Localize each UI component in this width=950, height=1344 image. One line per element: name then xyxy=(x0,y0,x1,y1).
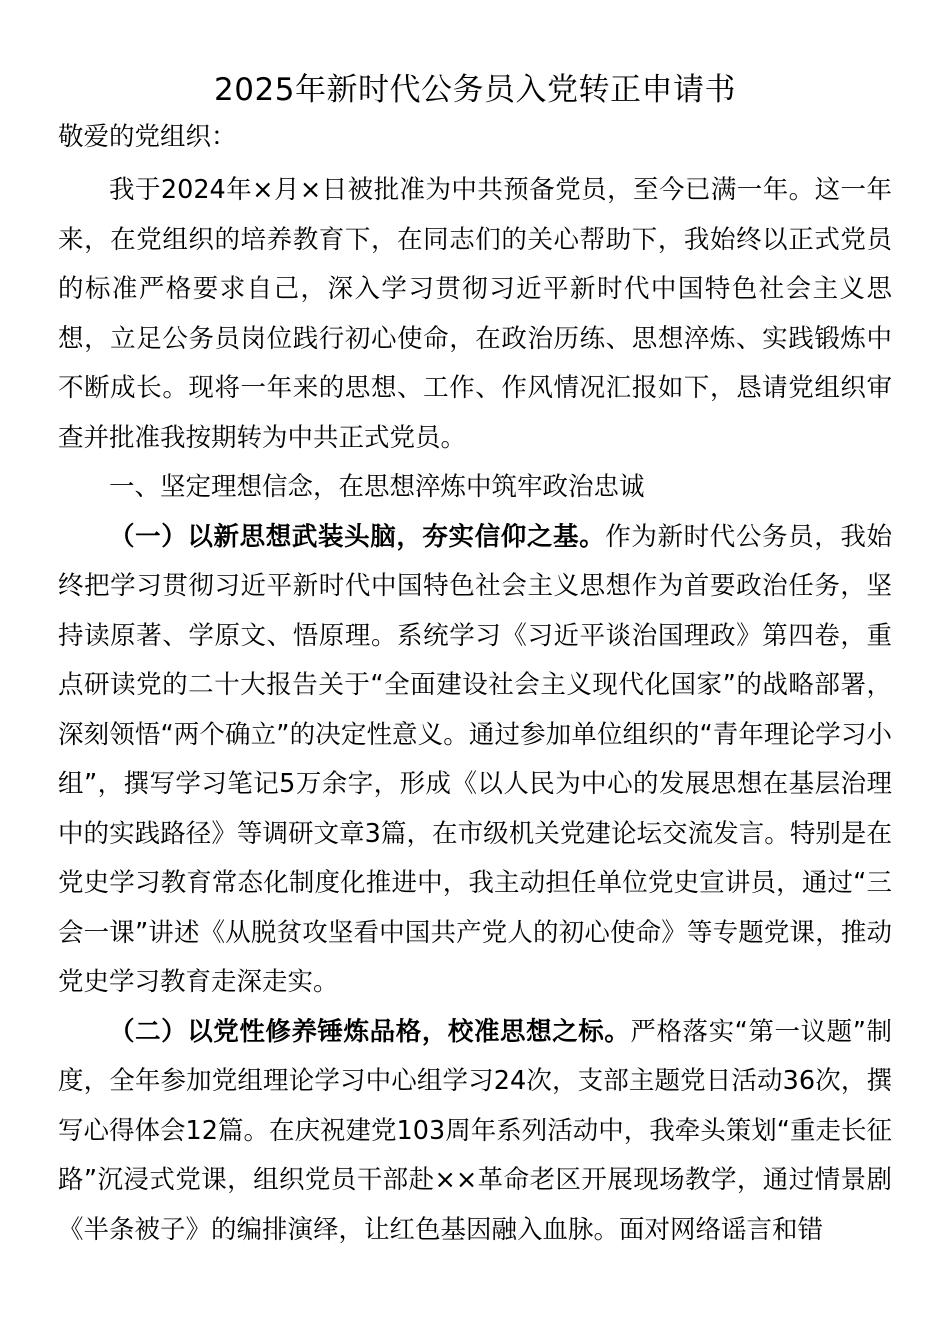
paragraph-2-body: 严格落实“第一议题”制度，全年参加党组理论学习中心组学习24次，支部主题党日活动36次，撰写心得体会12篇。在庆祝建党103周年系列活动中，我牵头策划“重走长征路”沉浸式党课，组织党员干部赴××革命老区开展现场教学，通过情景剧《半条被子》的编排演绎，让红色基因融入血脉。面对网络谣言和错 xyxy=(58,1016,892,1245)
paragraph-2 xyxy=(58,1008,892,1256)
salutation: 敬爱的党组织： xyxy=(58,122,237,152)
paragraph-1 xyxy=(58,513,892,1008)
section-heading: 一、坚定理想信念，在思想淬炼中筑牢政治忠诚 xyxy=(109,472,645,502)
paragraph-1-body: 作为新时代公务员，我始终把学习贯彻习近平新时代中国特色社会主义思想作为首要政治任务，坚持读原著、学原文、悟原理。系统学习《习近平谈治国理政》第四卷，重点研读党的二十大报告关于“全面建设社会主义现代化国家”的战略部署，深刻领悟“两个确立”的决定性意义。通过参加单位组织的“青年理论学习小组”，撰写学习笔记5万余字，形成《以人民为中心的发展思想在基层治理中的实践路径》等调研文章3篇，在市级机关党建论坛交流发言。特别是在党史学习教育常态化制度化推进中，我主动担任单位党史宣讲员，通过“三会一课”讲述《从脱贫攻坚看中国共产党人的初心使命》等专题党课，推动党史学习教育走深走实。 xyxy=(58,521,892,997)
document-page xyxy=(58,66,892,1255)
document-title: 2025年新时代公务员入党转正申请书 xyxy=(214,72,736,108)
paragraph-1-lead: （一）以新思想武装头脑，夯实信仰之基。 xyxy=(109,521,606,552)
intro-paragraph: 我于2024年×月×日被批准为中共预备党员，至今已满一年。这一年来，在党组织的培养教育下，在同志们的关心帮助下，我始终以正式党员的标准严格要求自己，深入学习贯彻习近平新时代中国特色社会主义思想，立足公务员岗位践行初心使命，在政治历练、思想淬炼、实践锻炼中不断成长。现将一年来的思想、工作、作风情况汇报如下，恳请党组织审查并批准我按期转为中共正式党员。 xyxy=(58,175,892,453)
paragraph-2-lead: （二）以党性修养锤炼品格，校准思想之标。 xyxy=(109,1016,631,1047)
